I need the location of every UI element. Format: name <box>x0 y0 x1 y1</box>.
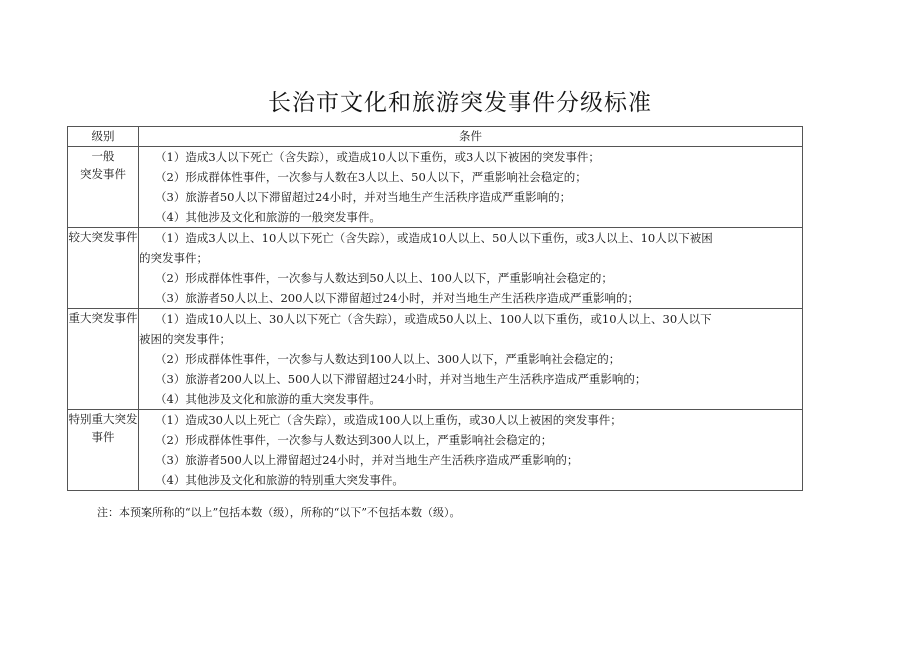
conditions-cell <box>139 228 803 309</box>
header-conditions: 条件 <box>139 127 803 147</box>
condition-item: （2）形成群体性事件，一次参与人数达到100人以上、300人以下，严重影响社会稳定的； <box>155 352 621 366</box>
condition-item: （1）造成10人以上、30人以下死亡（含失踪），或造成50人以上、100人以下重伤，或10人以上、30人以下 <box>155 312 712 326</box>
header-level: 级别 <box>68 127 139 147</box>
condition-item-continued: 的突发事件； <box>139 251 208 265</box>
level-label: 一般 突发事件 <box>80 149 126 181</box>
condition-item-continued: 被困的突发事件； <box>139 332 231 346</box>
condition-item: （2）形成群体性事件，一次参与人数达到50人以上、100人以下，严重影响社会稳定的； <box>155 271 613 285</box>
level-cell <box>68 228 139 309</box>
table-row <box>68 309 803 410</box>
level-cell <box>68 147 139 228</box>
condition-item: （4）其他涉及文化和旅游的重大突发事件。 <box>155 392 381 406</box>
condition-item: （3）旅游者50人以上、200人以下滞留超过24小时，并对当地生产生活秩序造成严重影响的； <box>155 291 640 305</box>
level-cell <box>68 410 139 491</box>
grading-table <box>67 126 803 491</box>
level-cell <box>68 309 139 410</box>
table-row <box>68 147 803 228</box>
conditions-cell <box>139 309 803 410</box>
condition-item: （2）形成群体性事件，一次参与人数达到300人以上，严重影响社会稳定的； <box>155 433 553 447</box>
table-row <box>68 410 803 491</box>
condition-item: （3）旅游者50人以下滞留超过24小时，并对当地生产生活秩序造成严重影响的； <box>155 190 572 204</box>
footnote: 注：本预案所称的“以上”包括本数（级），所称的“以下”不包括本数（级）。 <box>97 506 461 519</box>
conditions-cell <box>139 410 803 491</box>
condition-item: （4）其他涉及文化和旅游的特别重大突发事件。 <box>155 473 404 487</box>
table-header-row <box>68 127 803 147</box>
page-title: 长治市文化和旅游突发事件分级标准 <box>268 90 652 116</box>
condition-item: （3）旅游者200人以上、500人以下滞留超过24小时，并对当地生产生活秩序造成严重影响的； <box>155 372 647 386</box>
level-label: 较大突发事件 <box>68 230 138 244</box>
level-label: 特别重大突发事件 <box>68 412 138 444</box>
condition-item: （3）旅游者500人以上滞留超过24小时，并对当地生产生活秩序造成严重影响的； <box>155 453 579 467</box>
level-label: 重大突发事件 <box>68 311 138 325</box>
condition-item: （1）造成3人以上、10人以下死亡（含失踪），或造成10人以上、50人以下重伤，或3人以上、10人以下被困 <box>155 231 713 245</box>
condition-item: （1）造成30人以上死亡（含失踪），或造成100人以上重伤，或30人以上被困的突发事件； <box>155 413 622 427</box>
condition-item: （1）造成3人以下死亡（含失踪），或造成10人以下重伤，或3人以下被困的突发事件； <box>155 150 600 164</box>
condition-item: （4）其他涉及文化和旅游的一般突发事件。 <box>155 210 381 224</box>
conditions-cell <box>139 147 803 228</box>
condition-item: （2）形成群体性事件，一次参与人数在3人以上、50人以下，严重影响社会稳定的； <box>155 170 587 184</box>
table-row <box>68 228 803 309</box>
